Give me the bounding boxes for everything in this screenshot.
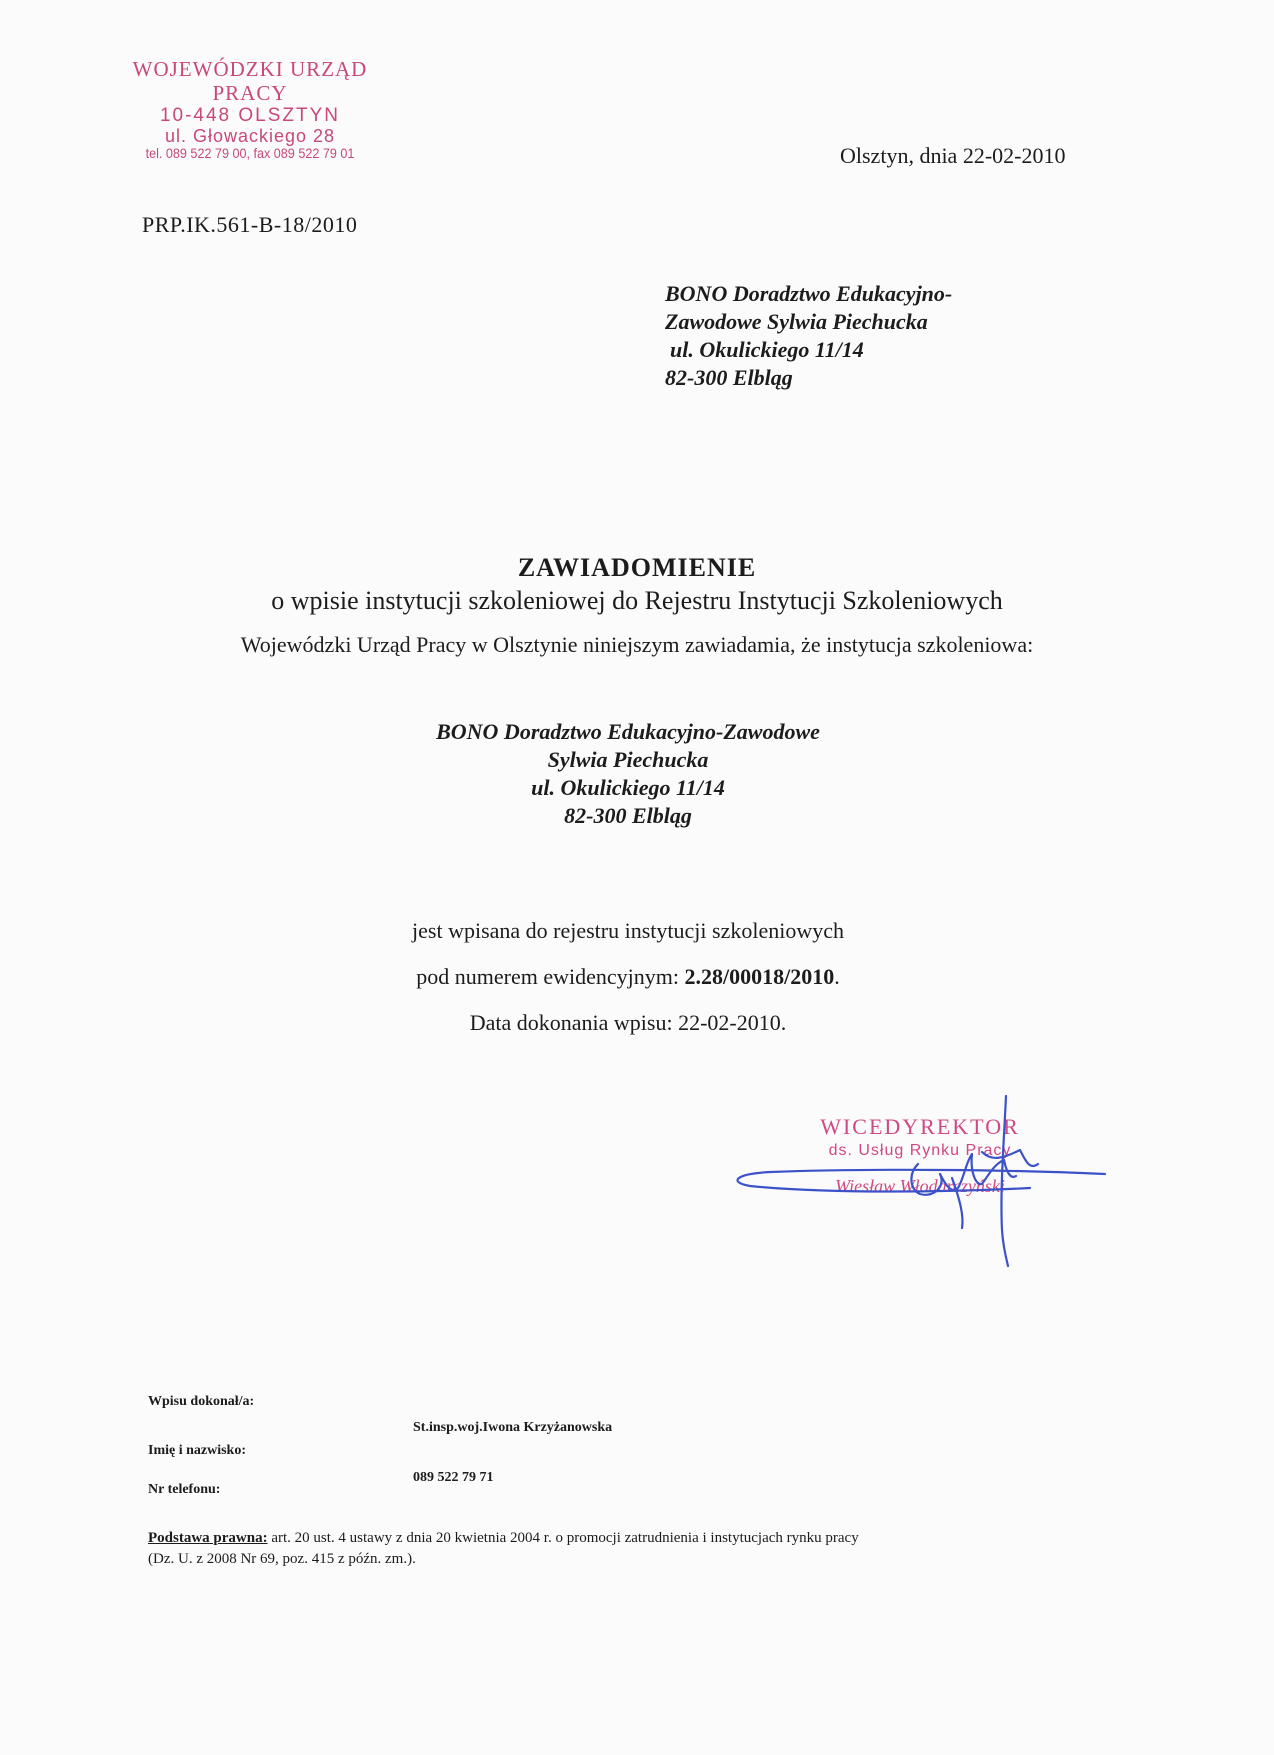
stamp-postal-city: 10-448 OLSZTYN bbox=[159, 105, 341, 127]
office-stamp bbox=[100, 58, 400, 162]
date-line: Olsztyn, dnia 22-02-2010 bbox=[840, 143, 1066, 168]
recipient-line-3: ul. Okulickiego 11/14 bbox=[670, 337, 864, 362]
legal-basis-label: Podstawa prawna: bbox=[148, 1530, 268, 1546]
registry-line-2 bbox=[0, 964, 1256, 990]
entry-date: Data dokonania wpisu: 22-02-2010. bbox=[469, 1010, 787, 1035]
stamp-street: ul. Głowackiego 28 bbox=[164, 126, 336, 147]
registry-line-1: jest wpisana do rejestru instytucji szkoleniowych bbox=[412, 918, 844, 943]
entered-by-label: Wpisu dokonał/a: bbox=[148, 1394, 255, 1409]
legal-basis bbox=[148, 1528, 1078, 1570]
registry-number: 2.28/00018/2010 bbox=[684, 964, 835, 989]
stamp-phone-fax: tel. 089 522 79 00, fax 089 522 79 01 bbox=[145, 145, 355, 162]
document-title: ZAWIADOMIENIE bbox=[517, 553, 757, 582]
institution-line-2: Sylwia Piechucka bbox=[547, 747, 709, 772]
name-value: St.insp.woj.Iwona Krzyżanowska bbox=[413, 1420, 613, 1435]
handwritten-signature bbox=[720, 1090, 1120, 1280]
institution-line-1: BONO Doradztwo Edukacyjno-Zawodowe bbox=[436, 719, 820, 744]
phone-label: Nr telefonu: bbox=[148, 1482, 221, 1497]
signatory-name: Wiesław Włodarczyński bbox=[835, 1176, 1005, 1196]
reference-number: PRP.IK.561-B-18/2010 bbox=[142, 212, 358, 237]
recipient-line-2: Zawodowe Sylwia Piechucka bbox=[665, 309, 928, 334]
signatory-title: WICEDYREKTOR bbox=[820, 1114, 1020, 1139]
phone-value: 089 522 79 71 bbox=[413, 1470, 494, 1485]
signature-block bbox=[720, 1090, 1120, 1280]
recipient-line-1: BONO Doradztwo Edukacyjno- bbox=[665, 281, 953, 306]
registry-number-suffix: . bbox=[834, 964, 840, 989]
document-subtitle: o wpisie instytucji szkoleniowej do Rejestru Instytucji Szkoleniowych bbox=[271, 586, 1003, 615]
stamp-office-name: WOJEWÓDZKI URZĄD PRACY bbox=[132, 57, 368, 105]
signatory-department: ds. Usług Rynku Pracy bbox=[828, 1142, 1012, 1159]
institution-block bbox=[0, 718, 1256, 830]
legal-basis-citation: (Dz. U. z 2008 Nr 69, poz. 415 z późn. zm.). bbox=[148, 1551, 416, 1567]
recipient-line-4: 82-300 Elbląg bbox=[665, 365, 793, 390]
intro-text: Wojewódzki Urząd Pracy w Olsztynie niniejszym zawiadamia, że instytucja szkoleniowa: bbox=[240, 632, 1034, 657]
institution-line-4: 82-300 Elbląg bbox=[564, 803, 692, 828]
legal-basis-text: art. 20 ust. 4 ustawy z dnia 20 kwietnia 2004 r. o promocji zatrudnienia i instytucjach rynku pracy bbox=[267, 1530, 859, 1546]
name-label: Imię i nazwisko: bbox=[148, 1443, 246, 1458]
institution-line-3: ul. Okulickiego 11/14 bbox=[531, 775, 725, 800]
registry-number-label: pod numerem ewidencyjnym: bbox=[416, 964, 685, 989]
recipient-address bbox=[665, 280, 952, 392]
